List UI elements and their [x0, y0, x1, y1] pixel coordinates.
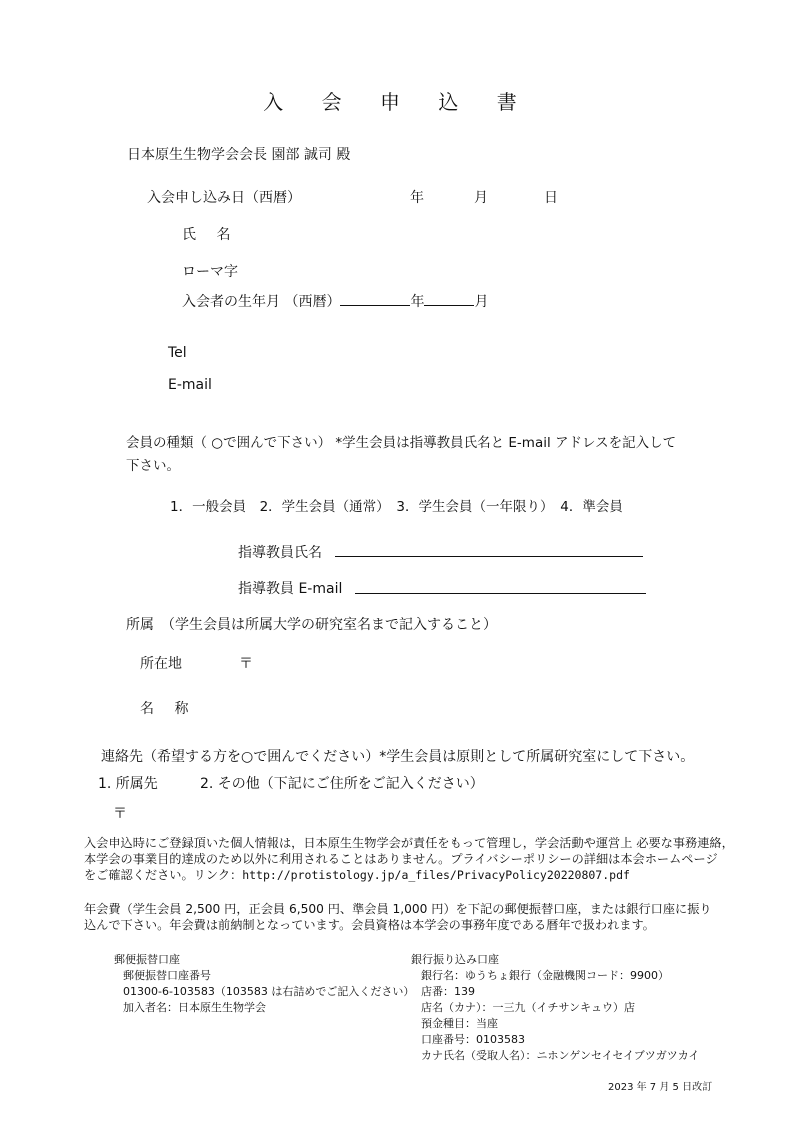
tel-label: Tel [168, 345, 187, 361]
fee-line-2: 込んで下さい。年会費は前納制となっています。会員資格は本学会の事務年度である暦年で扱われます。 [84, 918, 655, 932]
contact-heading: 連絡先（希望する方を○で囲んでください）*学生会員は原則として所属研究室にして下さい。 [101, 749, 695, 765]
addressee: 日本原生生物学会会長 園部 誠司 殿 [127, 147, 351, 163]
bank-deposit-type: 預金種目：当座 [421, 1017, 498, 1030]
fee-line-1: 年会費（学生会員 2,500 円，正会員 6,500 円、準会員 1,000 円）を下記の郵便振替口座，または銀行口座に振り [84, 902, 712, 916]
advisor-name-blank[interactable] [335, 556, 643, 557]
application-date-label: 入会申し込み日（西暦） [147, 190, 301, 206]
application-day-label: 日 [544, 190, 558, 206]
birth-year-blank[interactable] [340, 291, 410, 306]
bank-branch-number: 店番：139 [421, 985, 475, 998]
birth-month-blank[interactable] [424, 291, 474, 306]
privacy-notice [84, 835, 764, 883]
revision-date: 2023 年 7 月 5 日改訂 [608, 1082, 713, 1093]
postal-account-number: 01300-6-103583（103583 は右詰めでご記入ください） [123, 985, 415, 998]
advisor-name-label: 指導教員氏名 [238, 545, 322, 561]
contact-postal-mark: 〒 [113, 806, 127, 822]
membership-note-line1: 会員の種類（ ○で囲んで下さい） *学生会員は指導教員氏名と E-mail アドレスを記入して [126, 435, 677, 451]
privacy-line-2: 本学会の事業目的達成のため以外に利用されることはありません。プライバシーポリシーの詳細は本会ホームページ [84, 852, 718, 866]
privacy-link-prefix: をご確認ください。リンク： [84, 868, 243, 882]
birth-label: 入会者の生年月 （西暦） [182, 294, 341, 310]
email-label: E-mail [168, 377, 212, 393]
bank-branch-name: 店名（カナ）：一三九（イチサンキュウ）店 [421, 1001, 635, 1014]
postal-account-holder: 加入者名：日本原生生物学会 [123, 1001, 266, 1014]
membership-options[interactable]: 1．一般会員 2．学生会員（通常） 3．学生会員（一年限り） 4．準会員 [170, 499, 623, 515]
postal-account-number-label: 郵便振替口座番号 [123, 969, 211, 982]
membership-note-line2: 下さい。 [126, 458, 180, 474]
affiliation-name-label: 名 称 [140, 701, 197, 717]
romaji-label: ローマ字 [182, 264, 238, 280]
contact-option-other[interactable]: 2. その他（下記にご住所をご記入ください） [200, 776, 484, 792]
birth-year-label: 年 [410, 294, 425, 310]
privacy-policy-link[interactable]: http://protistology.jp/a_files/PrivacyPolicy20220807.pdf [242, 868, 630, 882]
advisor-email-blank[interactable] [355, 593, 646, 594]
birth-field[interactable] [182, 291, 488, 311]
name-label: 氏 名 [182, 227, 239, 243]
bank-account-heading: 銀行振り込み口座 [411, 953, 499, 966]
application-month-label: 月 [474, 190, 488, 206]
bank-account-number: 口座番号：0103583 [421, 1033, 525, 1046]
affiliation-location-label: 所在地 [140, 656, 182, 672]
bank-account-holder: カナ氏名（受取人名）：ニホンゲンセイセイブツガツカイ [421, 1049, 700, 1062]
bank-name: 銀行名：ゆうちょ銀行（金融機関コード：9900） [421, 969, 669, 982]
privacy-line-1: 入会申込時にご登録頂いた個人情報は，日本原生生物学会が責任をもって管理し，学会活動や運営上 必要な事務連絡， [84, 836, 734, 850]
privacy-line-3 [84, 867, 764, 883]
contact-option-affiliation[interactable]: 1. 所属先 [98, 776, 158, 792]
affiliation-postal-mark: 〒 [239, 656, 253, 672]
advisor-email-label: 指導教員 E-mail [238, 581, 343, 597]
application-year-label: 年 [410, 190, 424, 206]
page-title: 入 会 申 込 書 [263, 90, 533, 114]
fee-notice [84, 901, 764, 933]
birth-month-label: 月 [474, 294, 489, 310]
affiliation-heading: 所属 （学生会員は所属大学の研究室名まで記入すること） [126, 617, 497, 633]
postal-account-heading: 郵便振替口座 [114, 953, 180, 966]
